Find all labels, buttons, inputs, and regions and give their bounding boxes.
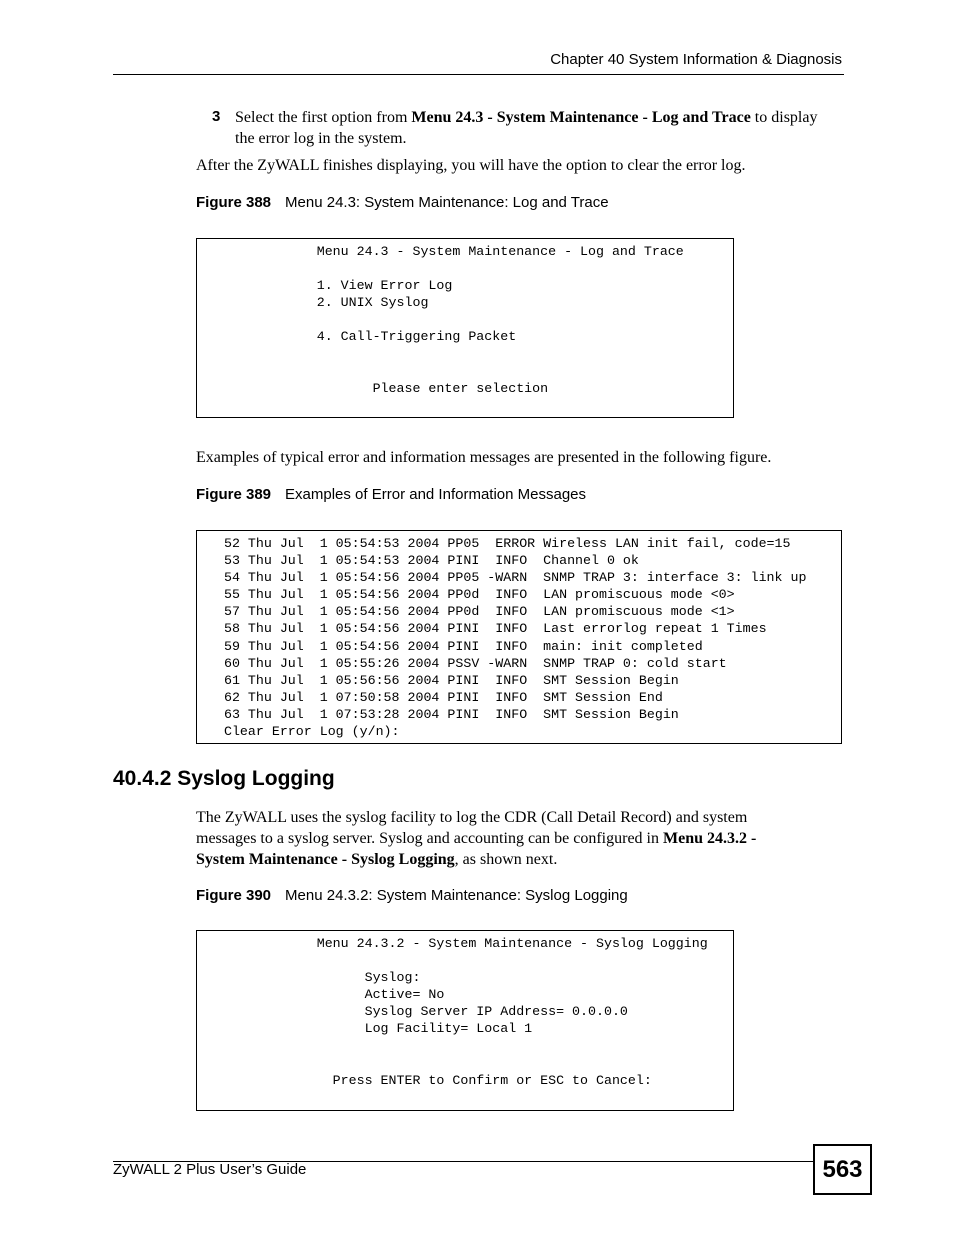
paragraph-clear-log: After the ZyWALL finishes displaying, you will have the option to clear the error log. <box>196 157 746 174</box>
figure-388-number: Figure 388 <box>196 194 272 211</box>
figure-388-title: Menu 24.3: System Maintenance: Log and Trace <box>285 194 609 211</box>
figure-389-code <box>208 535 806 740</box>
figure-388-box <box>196 238 734 418</box>
code-line: Log Facility= Local 1 <box>205 1021 533 1037</box>
figure-390-box <box>196 930 734 1111</box>
log-line: 59 Thu Jul 1 05:54:56 2004 PINI INFO main: init completed <box>208 638 703 654</box>
code-line: Menu 24.3.2 - System Maintenance - Syslog Logging <box>205 936 708 951</box>
figure-388-code <box>205 243 684 397</box>
log-line: 63 Thu Jul 1 07:53:28 2004 PINI INFO SMT Session Begin <box>208 706 679 722</box>
code-line: Menu 24.3 - System Maintenance - Log and Trace <box>205 244 684 259</box>
step-text-menu: Menu 24.3 - System Maintenance - Log and Trace <box>411 109 751 126</box>
guide-title: ZyWALL 2 Plus User’s Guide <box>113 1161 307 1178</box>
figure-390-title: Menu 24.3.2: System Maintenance: Syslog Logging <box>285 887 628 904</box>
code-line: Syslog Server IP Address= 0.0.0.0 <box>205 1004 628 1020</box>
syslog-text-menu: Menu 24.3.2 - System Maintenance - Syslog Logging <box>196 830 757 868</box>
log-line: 62 Thu Jul 1 07:50:58 2004 PINI INFO SMT Session End <box>208 689 663 705</box>
figure-390-number: Figure 390 <box>196 887 272 904</box>
code-line: 4. Call-Triggering Packet <box>205 329 517 345</box>
step-text-after: to display the error log in the system. <box>235 109 818 147</box>
code-line: Press ENTER to Confirm or ESC to Cancel: <box>205 1072 652 1088</box>
code-line: Active= No <box>205 987 445 1003</box>
figure-389-title: Examples of Error and Information Messages <box>285 486 586 503</box>
syslog-text-after: , as shown next. <box>454 851 558 868</box>
code-line: Syslog: <box>205 970 421 986</box>
chapter-header: Chapter 40 System Information & Diagnosis <box>550 51 842 68</box>
figure-389-number: Figure 389 <box>196 486 272 503</box>
log-line: 61 Thu Jul 1 05:56:56 2004 PINI INFO SMT Session Begin <box>208 672 679 688</box>
section-title: 40.4.2 Syslog Logging <box>113 767 335 790</box>
figure-389-caption <box>196 486 586 503</box>
figure-390-code <box>205 935 708 1089</box>
figure-389-box <box>196 530 842 744</box>
step-number: 3 <box>212 108 221 125</box>
log-line: 57 Thu Jul 1 05:54:56 2004 PP0d INFO LAN promiscuous mode <1> <box>208 604 735 620</box>
page-number: 563 <box>813 1144 872 1195</box>
code-line: 1. View Error Log <box>205 278 453 294</box>
log-line: 58 Thu Jul 1 05:54:56 2004 PINI INFO Last errorlog repeat 1 Times <box>208 621 767 637</box>
syslog-text-before: The ZyWALL uses the syslog facility to log the CDR (Call Detail Record) and system messages to a syslog server. Syslog and accounting can be configured in <box>196 809 748 847</box>
paragraph-syslog <box>196 807 806 870</box>
step-text <box>235 107 835 149</box>
log-line: Clear Error Log (y/n): <box>208 724 400 740</box>
figure-390-caption <box>196 887 628 904</box>
code-line: Please enter selection <box>205 380 549 396</box>
log-line: 52 Thu Jul 1 05:54:53 2004 PP05 ERROR Wireless LAN init fail, code=15 <box>208 536 791 551</box>
paragraph-examples: Examples of typical error and information messages are presented in the following figure. <box>196 449 772 466</box>
log-line: 55 Thu Jul 1 05:54:56 2004 PP0d INFO LAN promiscuous mode <0> <box>208 587 735 603</box>
log-line: 54 Thu Jul 1 05:54:56 2004 PP05 -WARN SNMP TRAP 3: interface 3: link up <box>208 570 807 586</box>
header-divider <box>113 74 844 75</box>
log-line: 60 Thu Jul 1 05:55:26 2004 PSSV -WARN SNMP TRAP 0: cold start <box>208 655 727 671</box>
log-line: 53 Thu Jul 1 05:54:53 2004 PINI INFO Channel 0 ok <box>208 553 639 569</box>
figure-388-caption <box>196 194 609 211</box>
step-text-before: Select the first option from <box>235 109 412 126</box>
code-line: 2. UNIX Syslog <box>205 295 429 311</box>
